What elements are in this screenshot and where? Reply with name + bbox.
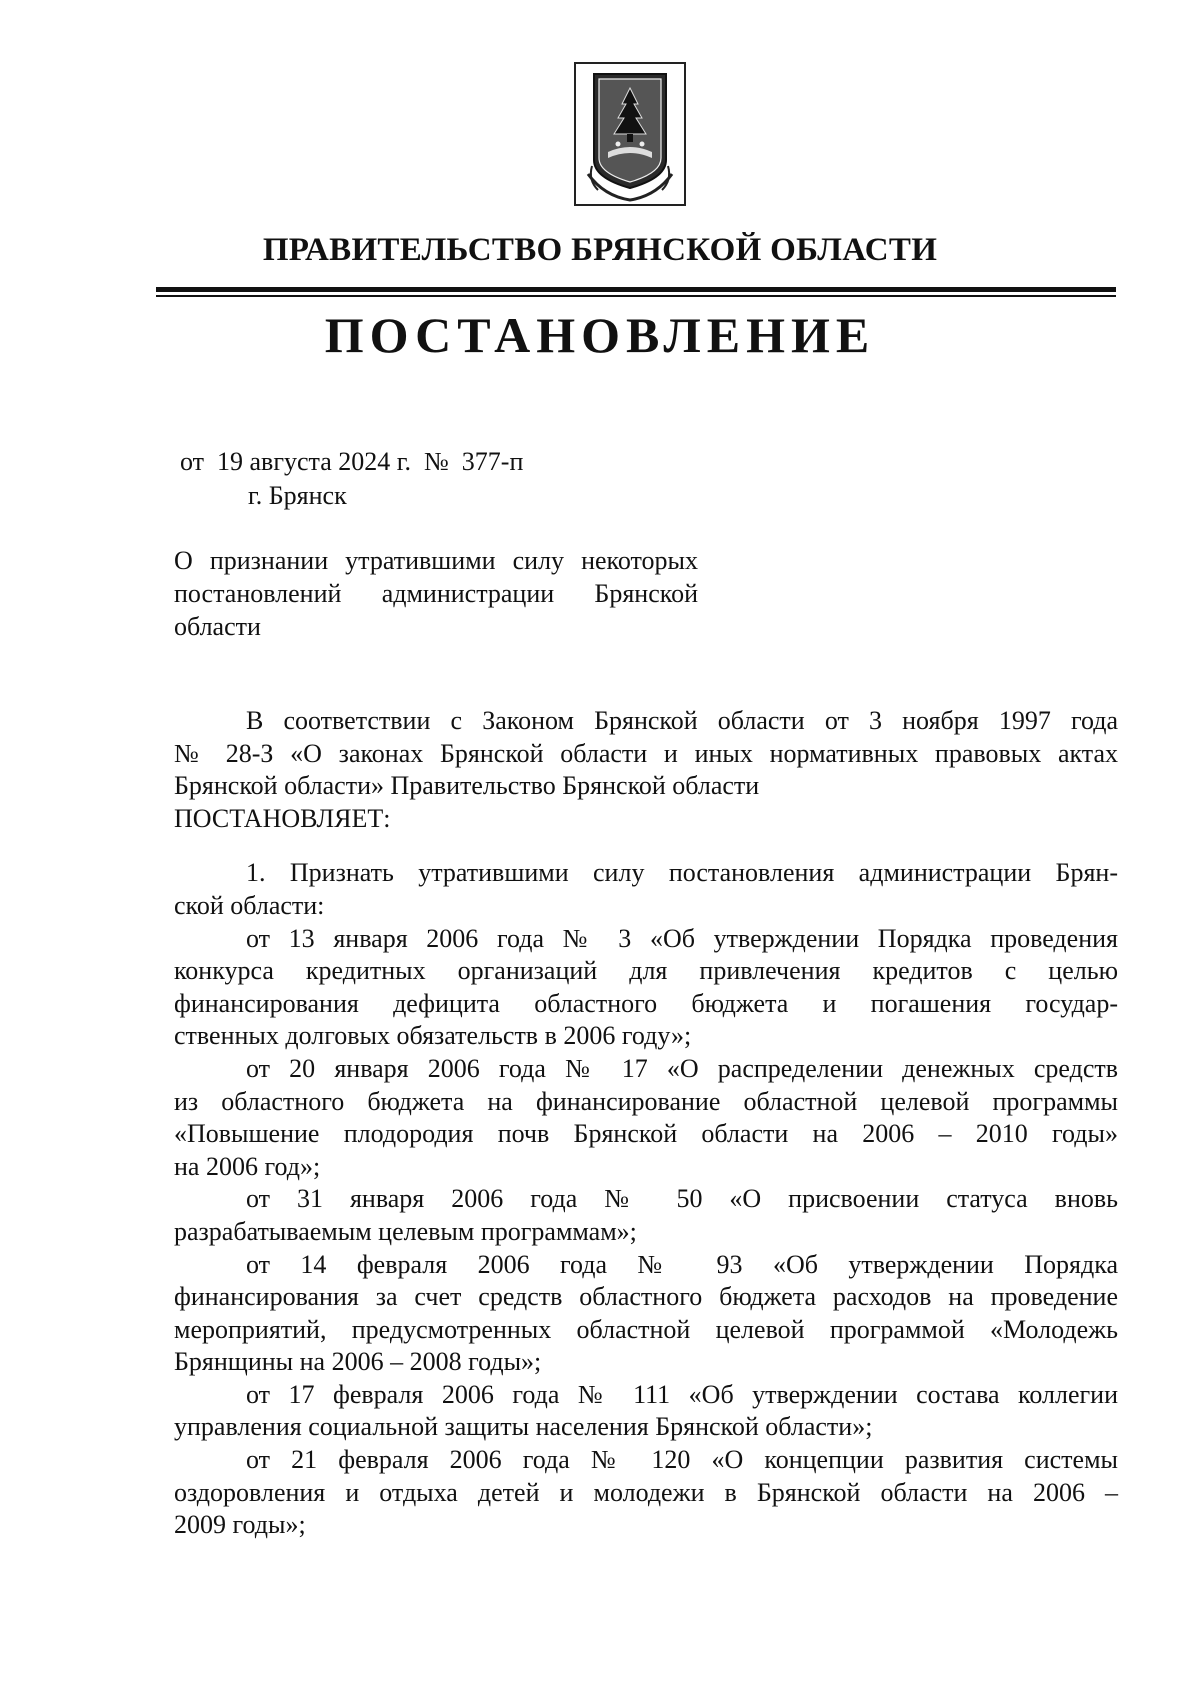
entry-line: на 2006 год»; xyxy=(174,1151,321,1181)
document-subject xyxy=(174,544,698,643)
entry-line: управления социальной защиты населения Брянской области»; xyxy=(174,1412,873,1442)
city-name: г. Брянск xyxy=(248,481,347,510)
entry-line: мероприятий, предусмотренных областной целевой программой «Молодежь xyxy=(174,1314,1118,1344)
entry-line: от 20 января 2006 года № 17 «О распределении денежных средств xyxy=(246,1053,1118,1083)
entry-line: конкурса кредитных организаций для привлечения кредитов с целью xyxy=(174,956,1118,986)
entry-line: от 13 января 2006 года № 3 «Об утверждении Порядка проведения xyxy=(246,923,1118,953)
preamble-line: Брянской области» Правительство Брянской области xyxy=(174,771,760,801)
paragraph-gap xyxy=(174,835,1118,857)
date-and-number: от 19 августа 2024 г. № 377-п xyxy=(180,447,524,476)
entry-line: оздоровления и отдыха детей и молодежи в Брянской области на 2006 – xyxy=(174,1477,1118,1507)
item-line: ской области: xyxy=(174,890,325,920)
subject-line: постановлений администрации Брянской xyxy=(174,579,698,608)
entry-line: ственных долговых обязательств в 2006 году»; xyxy=(174,1021,692,1051)
entry-line: финансирования за счет средств областного бюджета расходов на проведение xyxy=(174,1282,1118,1312)
item-line: 1. Признать утратившими силу постановления администрации Брян- xyxy=(246,858,1118,888)
entry-line: от 21 февраля 2006 года № 120 «О концепции развития системы xyxy=(246,1445,1118,1475)
subject-line: О признании утратившими силу некоторых xyxy=(174,546,698,575)
entry-line: финансирования дефицита областного бюджета и погашения государ- xyxy=(174,988,1118,1018)
entry-line: 2009 годы»; xyxy=(174,1510,306,1540)
entry-line: от 14 февраля 2006 года № 93 «Об утверждении Порядка xyxy=(246,1249,1118,1279)
entry-line: от 17 февраля 2006 года № 111 «Об утверждении состава коллегии xyxy=(246,1379,1118,1409)
subject-line: области xyxy=(174,612,261,641)
entry-line: разрабатываемым целевым программам»; xyxy=(174,1216,637,1246)
preamble-line: № 28-З «О законах Брянской области и иных нормативных правовых актах xyxy=(174,738,1118,768)
coat-of-arms-emblem xyxy=(574,62,686,206)
government-title: ПРАВИТЕЛЬСТВО БРЯНСКОЙ ОБЛАСТИ xyxy=(262,232,938,268)
entry-line: Брянщины на 2006 – 2008 годы»; xyxy=(174,1347,542,1377)
header-divider-thick xyxy=(156,287,1116,292)
entry-line: из областного бюджета на финансирование областной целевой программы xyxy=(174,1086,1118,1116)
entry-line: «Повышение плодородия почв Брянской области на 2006 – 2010 годы» xyxy=(174,1119,1118,1149)
document-type-title: ПОСТАНОВЛЕНИЕ xyxy=(324,307,876,363)
preamble-line: В соответствии с Законом Брянской области от 3 ноября 1997 года xyxy=(246,706,1118,735)
entry-line: от 31 января 2006 года № 50 «О присвоении статуса вновь xyxy=(246,1184,1118,1214)
decree-keyword: ПОСТАНОВЛЯЕТ: xyxy=(174,803,391,833)
header-divider-thin xyxy=(156,295,1116,297)
document-body xyxy=(174,705,1118,1542)
